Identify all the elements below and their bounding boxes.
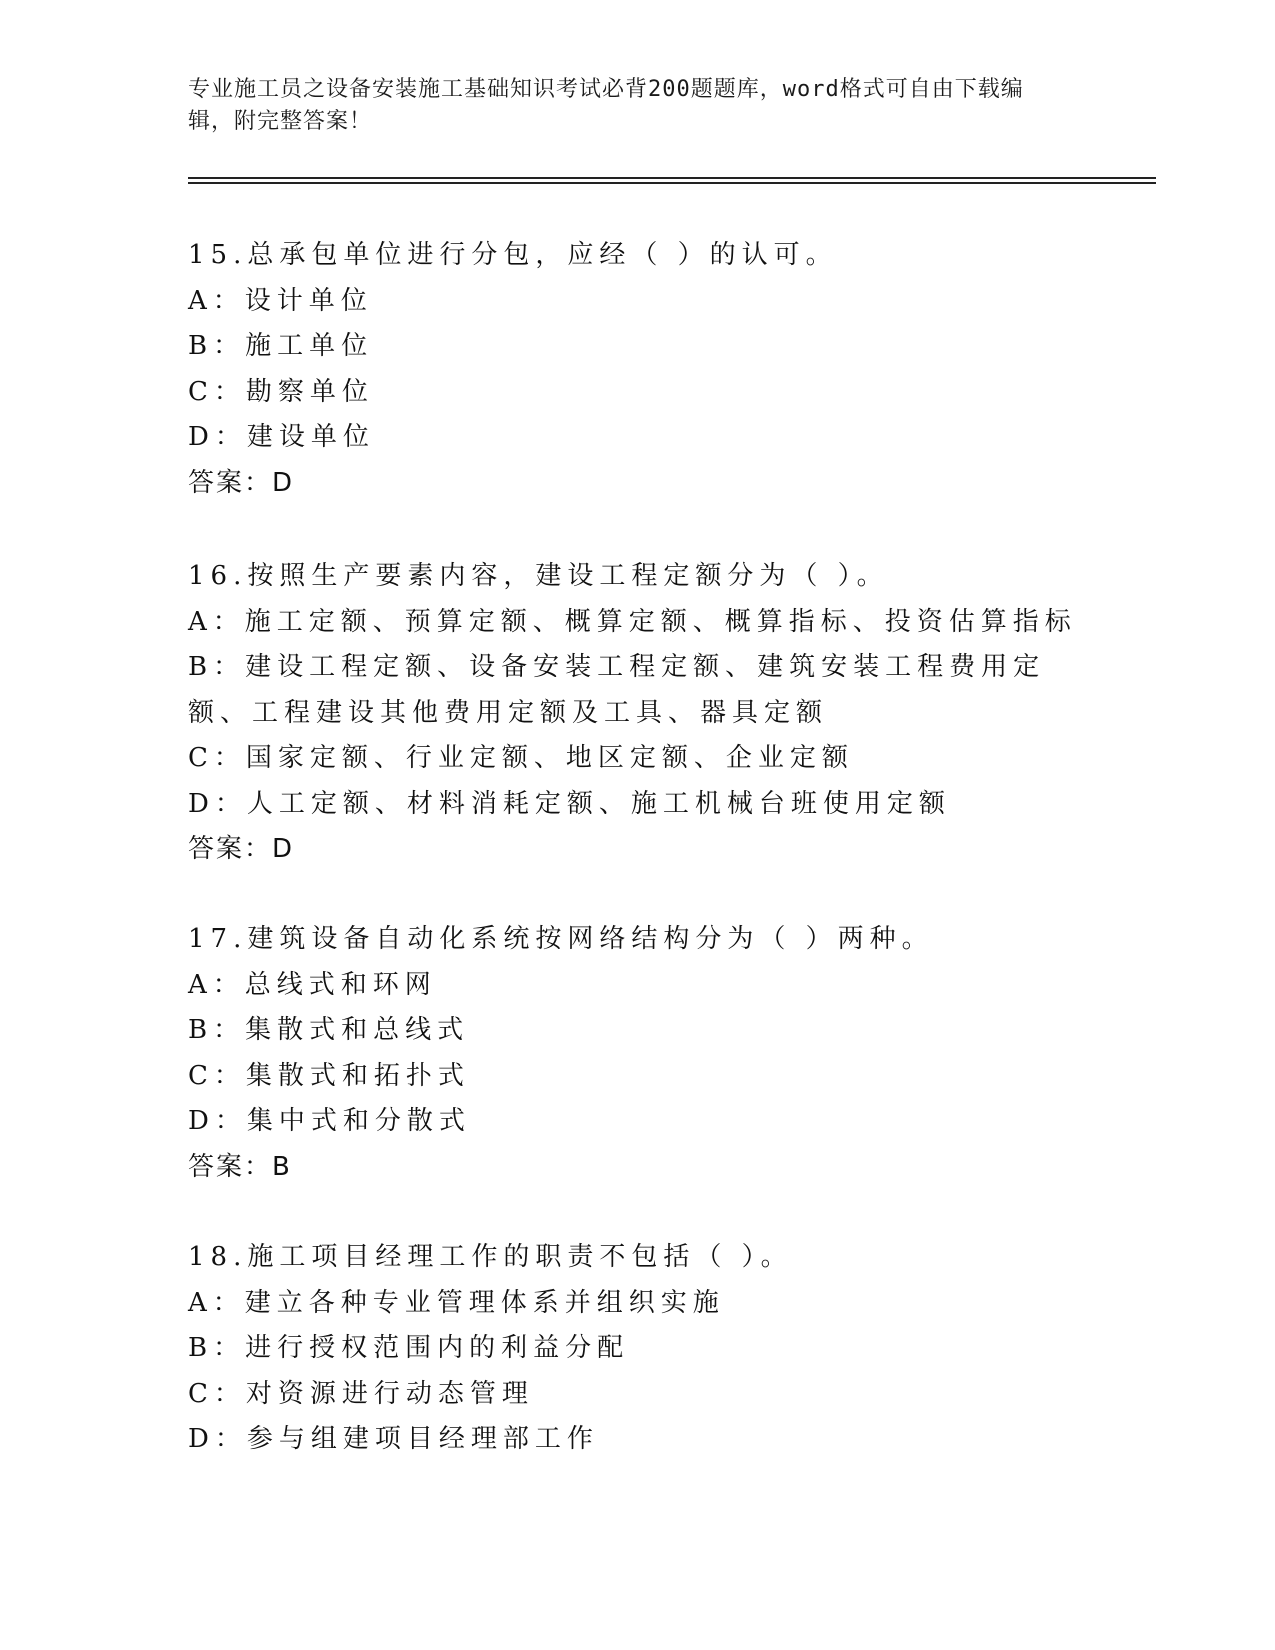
answer-text: 答案：D (188, 834, 295, 864)
header-divider-bottom (188, 182, 1156, 184)
document-header-title: 专业施工员之设备安装施工基础知识考试必背200题题库，word格式可自由下载编辑，附完整答案！ (188, 77, 1024, 134)
option-d: D：参与组建项目经理部工作 (188, 1424, 599, 1454)
option-b: B：集散式和总线式 (188, 1015, 470, 1045)
question-stem: 17.建筑设备自动化系统按网络结构分为（ ）两种。 (188, 924, 934, 954)
question-stem: 18.施工项目经理工作的职责不包括（ ）。 (188, 1242, 793, 1272)
question-17 (188, 917, 1088, 1190)
answer-text: 答案：B (188, 1151, 292, 1182)
option-c: C：国家定额、行业定额、地区定额、企业定额 (188, 743, 854, 773)
question-16 (188, 554, 1088, 873)
option-b: B：进行授权范围内的利益分配 (188, 1333, 630, 1363)
option-c: C：对资源进行动态管理 (188, 1378, 534, 1409)
option-a: A：建立各种专业管理体系并组织实施 (188, 1287, 725, 1318)
option-d: D：集中式和分散式 (188, 1106, 471, 1136)
question-18 (188, 1235, 1088, 1463)
option-a: A：总线式和环网 (188, 969, 437, 1000)
option-a: A：施工定额、预算定额、概算定额、概算指标、投资估算指标 (188, 606, 1077, 637)
option-d: D：人工定额、材料消耗定额、施工机械台班使用定额 (188, 788, 951, 819)
option-c: C：勘察单位 (188, 376, 374, 407)
answer-text: 答案：D (188, 467, 295, 498)
header-divider-top (188, 177, 1156, 179)
question-stem: 16.按照生产要素内容，建设工程定额分为（ ）。 (188, 561, 889, 591)
option-b: B：建设工程定额、设备安装工程定额、建筑安装工程费用定额、工程建设其他费用定额及工具、器具定额 (188, 652, 1046, 728)
option-d: D：建设单位 (188, 422, 375, 452)
question-stem: 15.总承包单位进行分包，应经（ ）的认可。 (188, 240, 838, 270)
option-a: A：设计单位 (188, 285, 373, 316)
option-b: B：施工单位 (188, 331, 374, 361)
question-15 (188, 233, 1088, 506)
option-c: C：集散式和拓扑式 (188, 1060, 470, 1091)
